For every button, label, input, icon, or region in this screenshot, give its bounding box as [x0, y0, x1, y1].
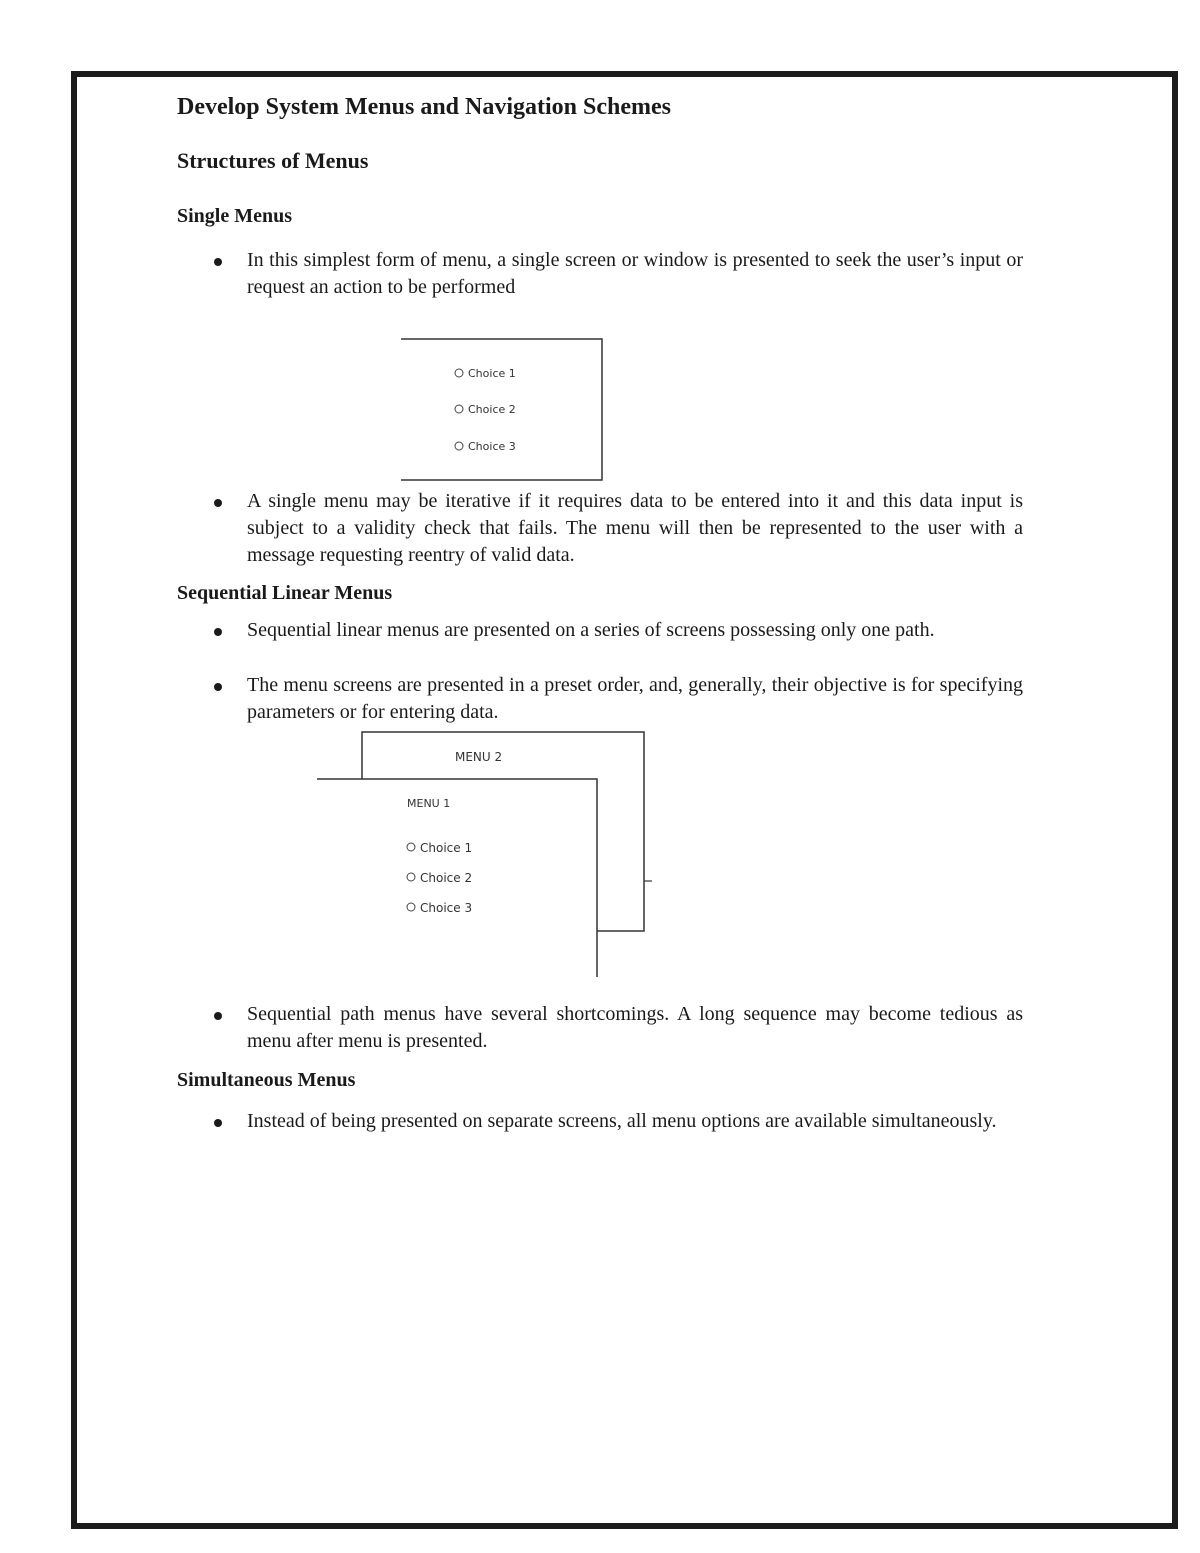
sequential-bullet-2: The menu screens are presented in a preset order, and, generally, their objective is for specifying parameters or for entering data. — [247, 674, 1023, 723]
sequential-bullet-1: Sequential linear menus are presented on a series of screens possessing only one path. — [247, 619, 935, 641]
simultaneous-bullet-1: Instead of being presented on separate screens, all menu options are available simultaneously. — [247, 1110, 997, 1132]
section-heading: Structures of Menus — [177, 148, 369, 173]
single-menu-choice-3: Choice 3 — [468, 440, 516, 453]
single-menu-choice-2: Choice 2 — [468, 403, 516, 416]
simultaneous-menus-heading: Simultaneous Menus — [177, 1069, 356, 1091]
sequential-bullet-3: Sequential path menus have several shortcomings. A long sequence may become tedious as menu after menu is presented. — [247, 1003, 1023, 1052]
menu-2-title: MENU 2 — [455, 750, 503, 764]
bullet-icon — [214, 1119, 222, 1127]
document-title: Develop System Menus and Navigation Schemes — [177, 94, 672, 120]
bullet-icon — [214, 683, 222, 691]
sequential-linear-menus-heading: Sequential Linear Menus — [177, 582, 393, 604]
single-menus-bullet-2: A single menu may be iterative if it requires data to be entered into it and this data input is subject to a validity check that fails. The menu will then be represented to the user with a message requesting reentry of valid data. — [247, 490, 1023, 566]
bullet-icon — [214, 499, 222, 507]
bullet-icon — [214, 258, 222, 266]
menu-1-choice-3: Choice 3 — [420, 901, 473, 915]
bullet-icon — [214, 1012, 222, 1020]
menu-1-choice-1: Choice 1 — [420, 841, 473, 855]
menu-1-title: MENU 1 — [407, 797, 451, 810]
single-menus-bullet-1: In this simplest form of menu, a single screen or window is presented to seek the user’s input or request an action to be performed — [247, 249, 1023, 298]
single-menu-choice-1: Choice 1 — [468, 367, 516, 380]
bullet-icon — [214, 628, 222, 636]
menu-1-choice-2: Choice 2 — [420, 871, 473, 885]
single-menus-heading: Single Menus — [177, 205, 293, 227]
